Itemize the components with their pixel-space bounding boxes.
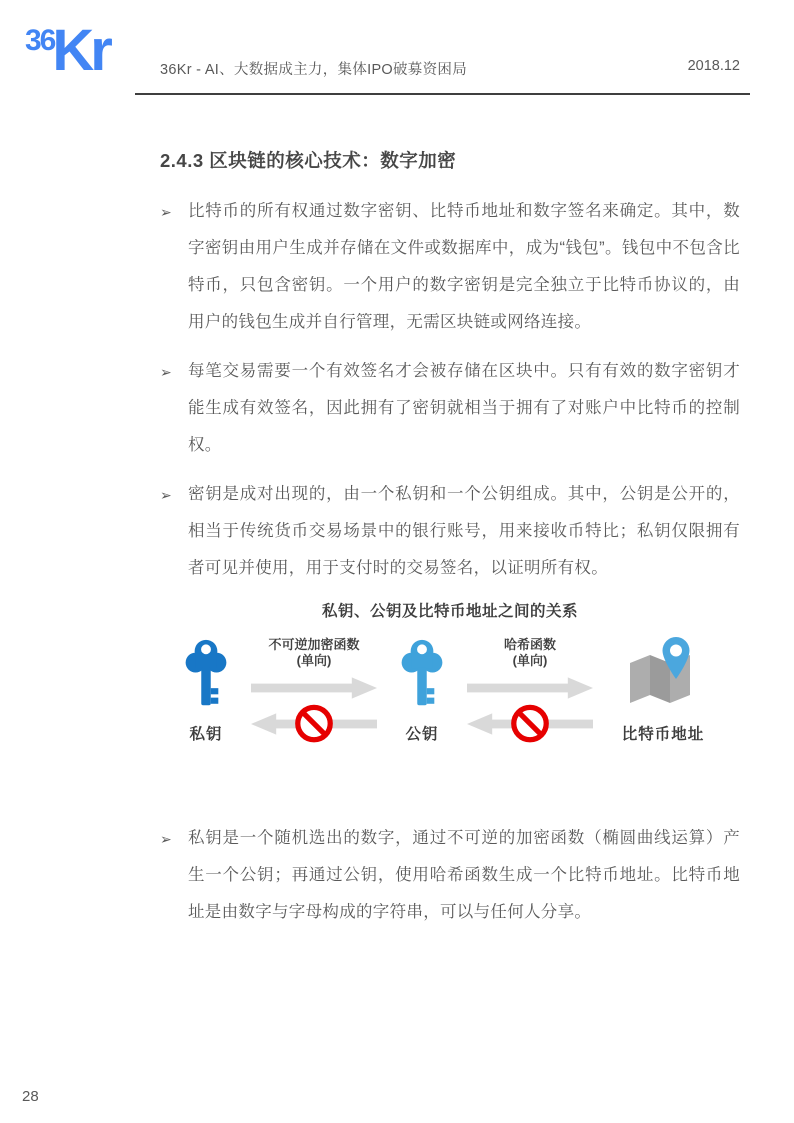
section-heading: 2.4.3 区块链的核心技术：数字加密 — [160, 150, 457, 171]
public-key-label: 公钥 — [405, 726, 439, 743]
bullet-item — [160, 353, 740, 464]
arrow-bullet-icon: ➢ — [160, 487, 173, 503]
logo-text-kr: Kr — [52, 18, 109, 83]
link-label: 不可逆加密函数 (单向) — [268, 637, 360, 668]
arrow-bullet-icon: ➢ — [160, 364, 173, 380]
logo-text-36: 36 — [25, 24, 55, 57]
node-private-key — [166, 637, 246, 744]
bullet-text: 私钥是一个随机选出的数字，通过不可逆的加密函数（椭圆曲线运算）产生一个公钥；再通过公钥，使用哈希函数生成一个比特币地址。比特币地址是由数字与字母构成的字符串，可以与任何人分享。 — [188, 829, 740, 921]
bullet-item — [160, 820, 740, 931]
public-key-icon — [399, 637, 445, 714]
bullet-item — [160, 476, 740, 587]
link-label: 哈希函数 (单向) — [503, 637, 556, 668]
bullet-text: 每笔交易需要一个有效签名才会被存储在区块中。只有有效的数字密钥才能生成有效签名，因此拥有了密钥就相当于拥有了对账户中比特币的控制权。 — [188, 362, 740, 454]
bullet-text: 比特币的所有权通过数字密钥、比特币地址和数字签名来确定。其中，数字密钥由用户生成并存储在文件或数据库中，成为“钱包”。钱包中不包含比特币，只包含密钥。一个用户的数字密钥是完全独立于比特币协议的，由用户的钱包生成并自行管理，无需区块链或网络连接。 — [188, 202, 740, 331]
figure-diagram — [166, 637, 740, 744]
figure-key-relationship — [160, 599, 740, 744]
bitcoin-address-label: 比特币地址 — [621, 726, 705, 743]
page-number: 28 — [22, 1088, 39, 1105]
bullet-list — [160, 820, 740, 931]
node-bitcoin-address — [598, 633, 728, 744]
bullet-item — [160, 193, 740, 341]
header-doc-title: 36Kr - AI、大数据成主力，集体IPO破募资困局 — [160, 62, 467, 78]
header-divider — [135, 93, 750, 95]
link-encryption-function — [246, 637, 382, 740]
bullet-text: 密钥是成对出现的，由一个私钥和一个公钥组成。其中，公钥是公开的，相当于传统货币交易场景中的银行账号，用来接收币特比；私钥仅限拥有者可见并使用，用于支付时的交易签名，以证明所有权。 — [188, 485, 740, 577]
logo-36kr — [25, 18, 109, 83]
arrow-bullet-icon: ➢ — [160, 831, 173, 847]
blocked-reverse-arrow — [467, 713, 593, 740]
figure-title: 私钥、公钥及比特币地址之间的关系 — [321, 603, 578, 620]
map-pin-icon — [624, 633, 702, 714]
private-key-icon — [183, 637, 229, 714]
prohibited-icon — [509, 702, 551, 749]
private-key-label: 私钥 — [189, 726, 223, 743]
page-content — [160, 147, 740, 943]
prohibited-icon — [293, 702, 335, 749]
arrow-right-icon — [251, 677, 377, 704]
arrow-right-icon — [467, 677, 593, 704]
bullet-list — [160, 193, 740, 587]
link-hash-function — [462, 637, 598, 740]
header-date: 2018.12 — [687, 58, 740, 74]
node-public-key — [382, 637, 462, 744]
blocked-reverse-arrow — [251, 713, 377, 740]
arrow-bullet-icon: ➢ — [160, 204, 173, 220]
